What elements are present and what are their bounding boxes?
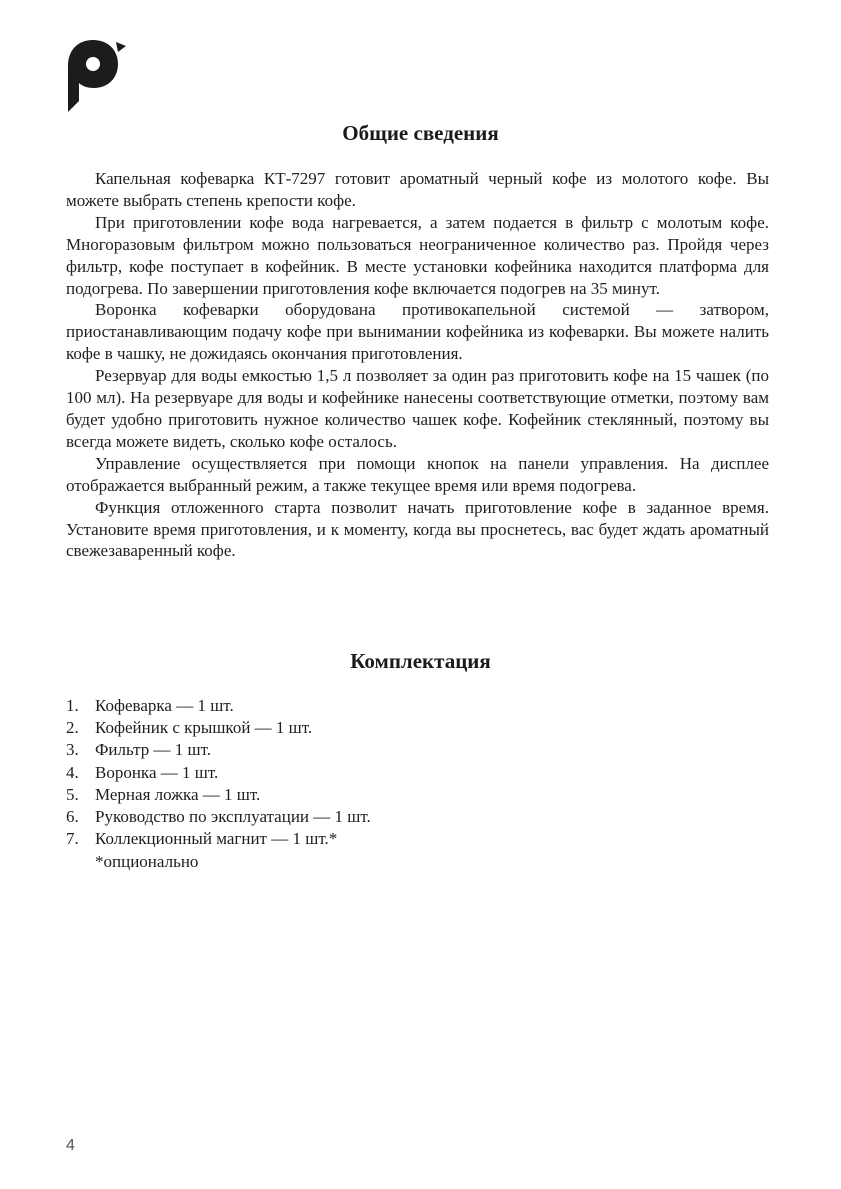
list-item-text: Коллекционный магнит — 1 шт.* (95, 829, 338, 849)
paragraph: Воронка кофеварки оборудована противокапельной системой — затвором, приостанавливающим подачу кофе при вынимании кофейника из кофеварки. Вы можете налить кофе в чашку, не дожидаясь окончания приготовления. (66, 300, 769, 364)
list-item (66, 828, 371, 850)
paragraph: Резервуар для воды емкостью 1,5 л позволяет за один раз приготовить кофе на 15 чашек (по 100 мл). На резервуаре для воды и кофейнике нанесены соответствующие отметки, поэтому вам будет удобно приготовить нужное количество чашек кофе. Кофейник стеклянный, поэтому вы всегда можете видеть, сколько кофе осталось. (66, 366, 769, 451)
list-item (66, 695, 371, 717)
optional-note: *опционально (95, 852, 199, 871)
list-item-text: Мерная ложка — 1 шт. (95, 784, 261, 804)
page-number: 4 (66, 1137, 75, 1154)
paragraph: Управление осуществляется при помощи кнопок на панели управления. На дисплее отображается выбранный режим, а также текущее время или время подогрева. (66, 453, 769, 495)
paragraph: При приготовлении кофе вода нагревается, а затем подается в фильтр с молотым кофе. Многоразовым фильтром можно пользоваться неограниченное количество раз. Пройдя через фильтр, кофе поступает в кофейник. В месте установки кофейника находится платформа для подогрева. По завершении приготовления кофе включается подогрев на 35 минут. (66, 212, 769, 298)
general-info-text (66, 168, 769, 562)
list-number: 3. (66, 740, 79, 760)
list-item-text: Кофейник с крышкой — 1 шт. (95, 718, 313, 738)
list-number: 5. (66, 784, 79, 804)
list-item (66, 784, 371, 806)
paragraph: Функция отложенного старта позволит начать приготовление кофе в заданное время. Установите время приготовления, и к моменту, когда вы проснетесь, вас будет ждать ароматный свежезаваренный кофе. (66, 497, 769, 561)
list-number: 2. (66, 718, 79, 738)
brand-logo-icon (66, 38, 126, 112)
list-item (66, 739, 371, 761)
list-item (66, 717, 371, 739)
kit-list (66, 695, 371, 850)
section-title-general: Общие сведения (342, 121, 499, 145)
list-number: 7. (66, 829, 79, 849)
list-item (66, 806, 371, 828)
list-number: 4. (66, 762, 79, 782)
section-title-kit: Комплектация (350, 649, 491, 673)
paragraph: Капельная кофеварка КТ-7297 готовит ароматный черный кофе из молотого кофе. Вы можете выбрать степень крепости кофе. (66, 169, 769, 210)
list-item (66, 762, 371, 784)
list-item-text: Воронка — 1 шт. (95, 762, 219, 782)
list-item-text: Кофеварка — 1 шт. (95, 696, 234, 715)
list-number: 6. (66, 807, 79, 827)
list-item-text: Фильтр — 1 шт. (95, 740, 211, 760)
list-number: 1. (66, 696, 79, 715)
list-item-text: Руководство по эксплуатации — 1 шт. (95, 807, 371, 827)
